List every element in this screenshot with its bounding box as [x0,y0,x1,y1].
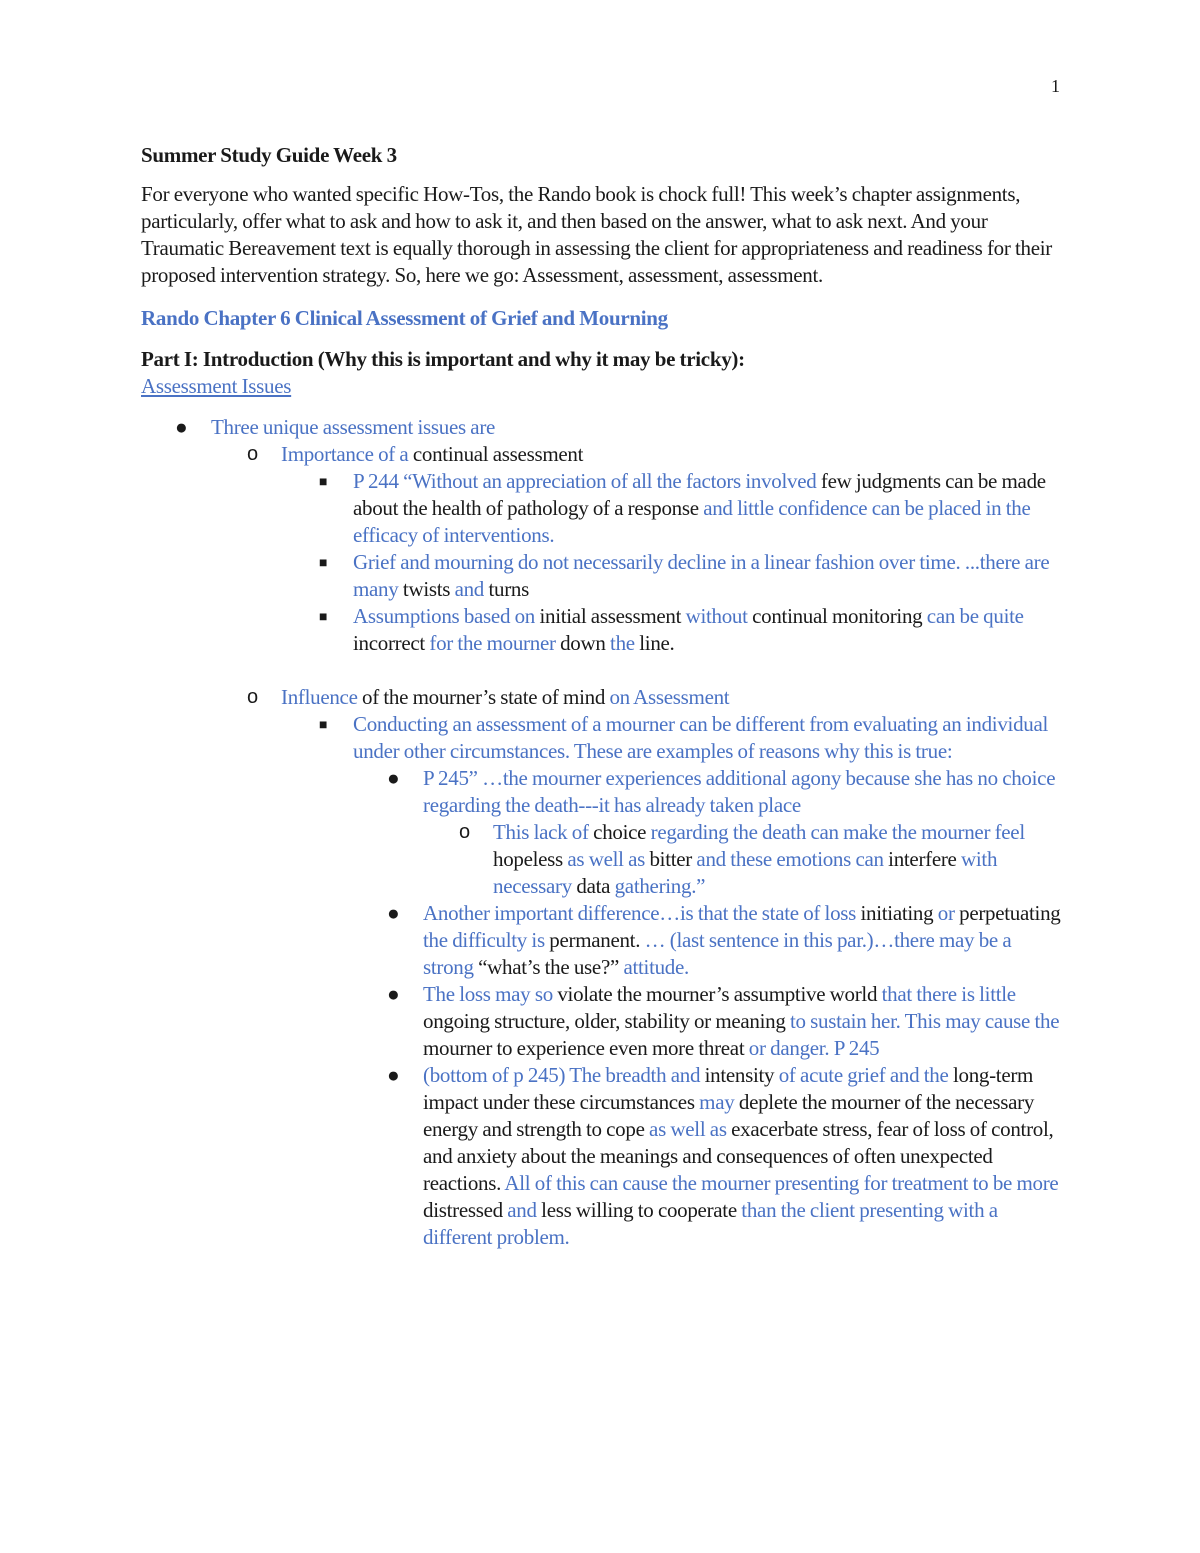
list-item: o Influence of the mourner’s state of mind on Assessment [247,685,730,709]
bullet-square-icon: ■ [319,475,328,490]
document-title: Summer Study Guide Week 3 [141,143,397,167]
bullet-disc-icon: ● [387,982,400,1006]
spacer [141,657,1061,684]
list-item: ■ Grief and mourning do not necessarily decline in a linear fashion over time. ...there are many twists and turns [319,550,1050,601]
list-item: ● P 245” …the mourner experiences additional agony because she has no choice regarding the death---it has already taken place [387,766,1056,817]
list-item: o This lack of choice regarding the death can make the mourner feel hopeless as well as bitter and these emotions can interfere with necessary data gathering.” [459,820,1025,898]
part-heading: Part I: Introduction (Why this is important and why it may be tricky): [141,347,745,371]
chapter-heading: Rando Chapter 6 Clinical Assessment of Grief and Mourning [141,306,668,330]
document-body [141,142,1061,1251]
bullet-disc-icon: ● [387,1063,400,1087]
bullet-disc-icon: ● [175,415,188,439]
bullet-circle-icon: o [247,443,258,465]
page-number: 1 [1051,76,1060,96]
bullet-disc-icon: ● [387,766,400,790]
bullet-circle-icon: o [459,821,470,843]
bullet-disc-icon: ● [387,901,400,925]
list-item: ● Another important difference…is that the state of loss initiating or perpetuating the difficulty is permanent. … (last sentence in this par.)…there may be a strong “what’s the use?” attitude. [387,901,1061,979]
list-item: ● The loss may so violate the mourner’s assumptive world that there is little ongoing structure, older, stability or meaning to sustain her. This may cause the mourner to experience even more threat or danger. P 245 [387,982,1060,1060]
list-item: o Importance of a continual assessment [247,442,584,466]
bullet-circle-icon: o [247,686,258,708]
bullet-square-icon: ■ [319,556,328,571]
list-item: ■ P 244 “Without an appreciation of all the factors involved few judgments can be made about the health of pathology of a response and little confidence can be placed in the efficacy of interventions. [319,469,1046,547]
list-item: ■ Conducting an assessment of a mourner can be different from evaluating an individual under other circumstances. These are examples of reasons why this is true: [319,712,1049,763]
list-item: ● (bottom of p 245) The breadth and intensity of acute grief and the long-term impact under these circumstances may deplete the mourner of the necessary energy and strength to cope as well as exacerbate stress, fear of loss of control, and anxiety about the meanings and consequences of often unexpected reactions. All of this can cause the mourner presenting for treatment to be more distressed and less willing to cooperate than the client presenting with a different problem. [387,1063,1059,1249]
list-item: ■ Assumptions based on initial assessment without continual monitoring can be quite incorrect for the mourner down the line. [319,604,1024,655]
bullet-square-icon: ■ [319,718,328,733]
outline-list [141,414,1061,1251]
bullet-square-icon: ■ [319,610,328,625]
list-item: ● Three unique assessment issues are [175,415,496,439]
assessment-issues-link[interactable]: Assessment Issues [141,374,292,398]
intro-paragraph: For everyone who wanted specific How-Tos, the Rando book is chock full! This week’s chapter assignments, particularly, offer what to ask and how to ask it, and then based on the answer, what to ask next. And your Traumatic Bereavement text is equally thorough in assessing the client for appropriateness and readiness for their proposed intervention strategy. So, here we go: Assessment, assessment, assessment. [141,182,1053,287]
